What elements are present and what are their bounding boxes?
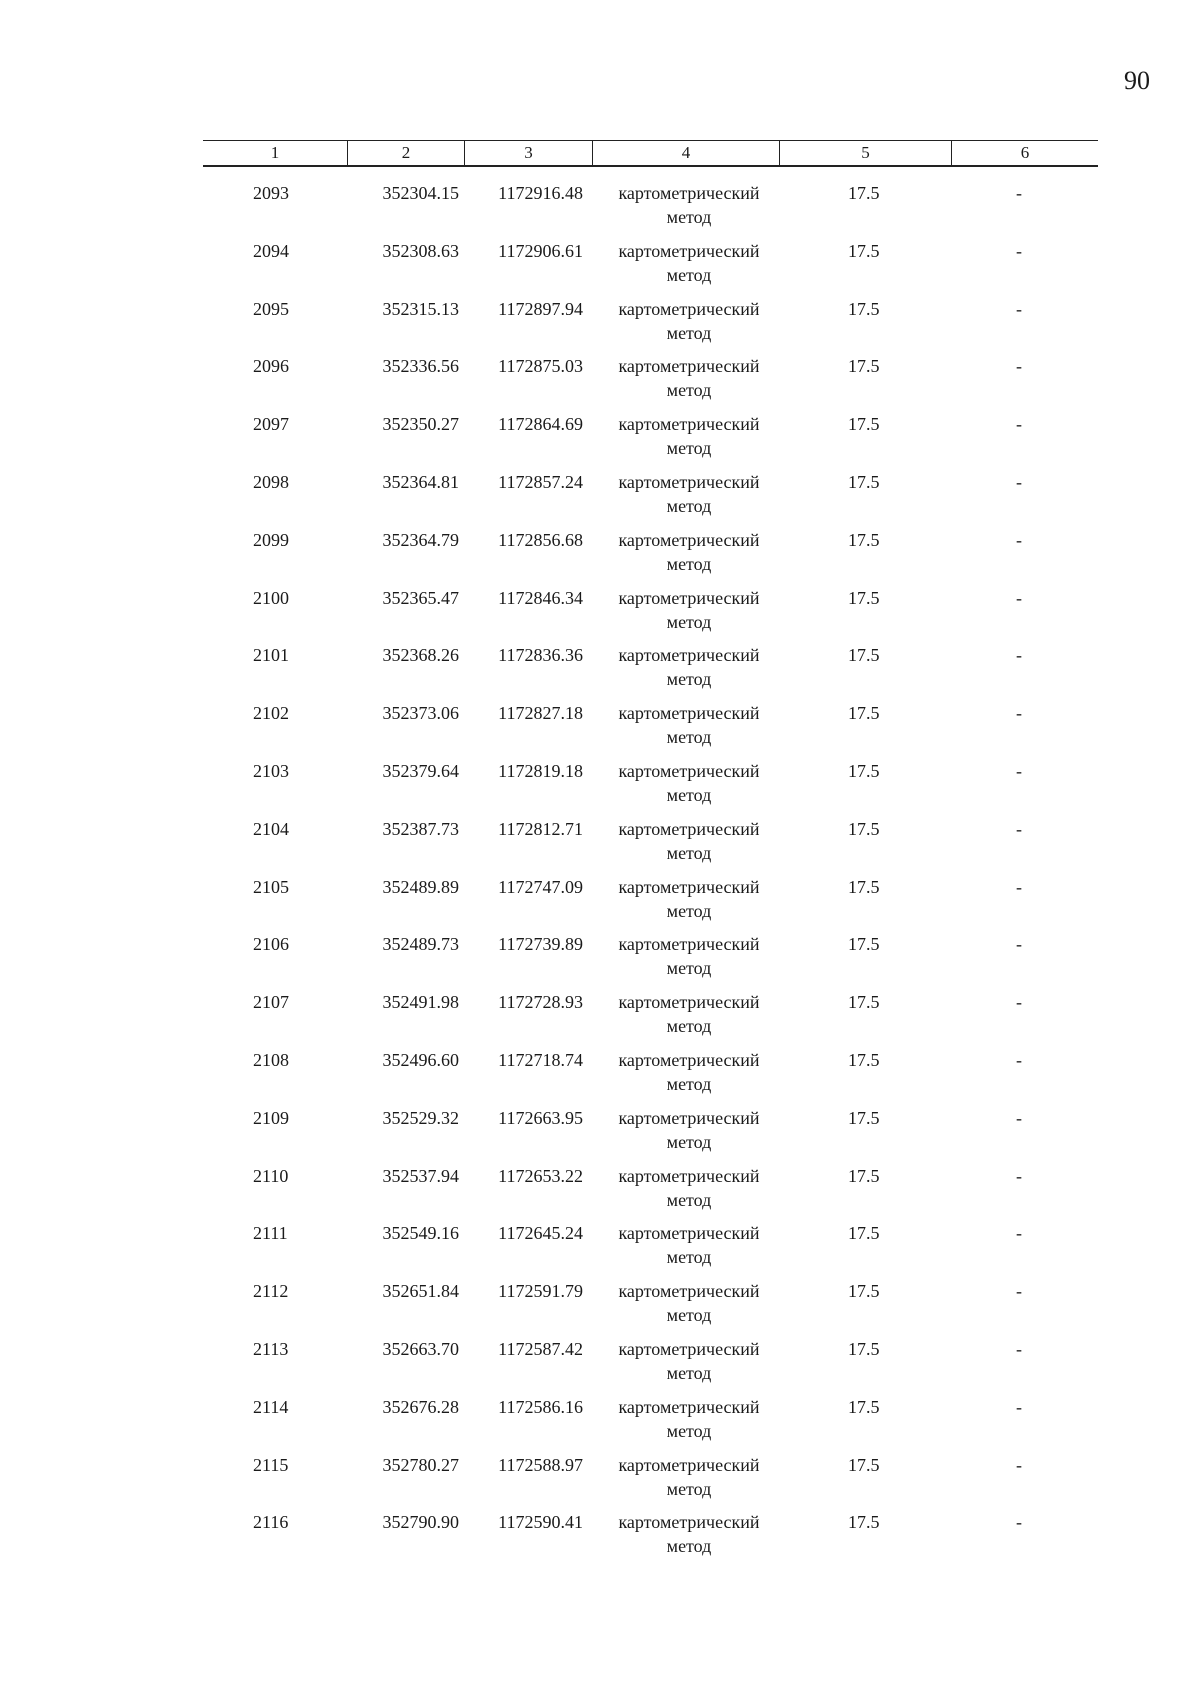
coordinate-y: 1172819.18 — [498, 760, 583, 781]
coordinate-y: 1172590.41 — [498, 1512, 583, 1533]
coordinate-y: 1172864.69 — [498, 414, 583, 435]
coordinate-y: 1172586.16 — [498, 1396, 583, 1417]
precision: 17.5 — [848, 471, 880, 492]
coordinate-x: 352379.64 — [382, 760, 459, 781]
description: - — [1016, 1165, 1022, 1186]
table-row — [203, 1337, 1098, 1395]
point-number: 2114 — [253, 1396, 289, 1417]
coordinate-y: 1172856.68 — [498, 529, 583, 550]
table-row — [203, 701, 1098, 759]
description: - — [1016, 818, 1022, 839]
precision: 17.5 — [848, 183, 880, 203]
method — [593, 817, 780, 875]
coordinate-y: 1172906.61 — [498, 240, 583, 261]
point-number: 2102 — [253, 703, 289, 724]
method-line-1: картометрический — [618, 529, 760, 550]
point-number: 2100 — [253, 587, 289, 608]
coordinate-y: 1172653.22 — [498, 1165, 583, 1186]
point-number: 2099 — [253, 529, 289, 550]
coordinate-x: 352491.98 — [382, 992, 459, 1013]
coordinate-x: 352780.27 — [382, 1454, 459, 1475]
method-line-1: картометрический — [618, 1338, 760, 1359]
description: - — [1016, 414, 1022, 435]
coordinate-y: 1172663.95 — [498, 1107, 583, 1128]
method-line-2: метод — [666, 1305, 712, 1326]
method-line-1: картометрический — [618, 1281, 760, 1302]
description: - — [1016, 1396, 1022, 1417]
coordinate-y: 1172897.94 — [498, 298, 583, 319]
point-number: 2107 — [253, 992, 289, 1013]
method-line-1: картометрический — [618, 876, 760, 897]
point-number: 2105 — [253, 876, 289, 897]
precision: 17.5 — [848, 1107, 880, 1128]
description: - — [1016, 298, 1022, 319]
method-line-2: метод — [666, 1478, 712, 1499]
table-row — [203, 817, 1098, 875]
point-number: 2101 — [253, 645, 289, 666]
coordinate-y: 1172718.74 — [498, 1049, 583, 1070]
table-row — [203, 470, 1098, 528]
method — [593, 470, 780, 528]
point-number: 2109 — [253, 1107, 289, 1128]
coordinate-x: 352368.26 — [382, 645, 459, 666]
coordinate-y: 1172827.18 — [498, 703, 583, 724]
method — [593, 875, 780, 933]
point-number: 2111 — [253, 1223, 288, 1244]
coordinate-x: 352364.81 — [382, 471, 459, 492]
method-line-1: картометрический — [618, 1454, 760, 1475]
method-line-1: картометрический — [618, 645, 760, 666]
precision: 17.5 — [848, 529, 880, 550]
description: - — [1016, 876, 1022, 897]
table-row — [203, 1221, 1098, 1279]
header-col-4: 4 — [593, 141, 780, 165]
point-number: 2116 — [253, 1512, 289, 1533]
coordinate-y: 1172747.09 — [498, 876, 583, 897]
method-line-2: метод — [666, 1362, 712, 1383]
header-col-6: 6 — [1020, 143, 1030, 162]
table-row — [203, 932, 1098, 990]
precision: 17.5 — [848, 1396, 880, 1417]
header-col-3: 3 — [465, 141, 593, 165]
method-line-2: метод — [666, 438, 712, 459]
method — [593, 643, 780, 701]
method — [593, 1510, 780, 1568]
description: - — [1016, 587, 1022, 608]
precision: 17.5 — [848, 1512, 880, 1533]
coordinate-x: 352364.79 — [382, 529, 459, 550]
header-col-1: 1 — [203, 141, 348, 165]
table-row — [203, 239, 1098, 297]
method-line-1: картометрический — [618, 414, 760, 435]
table-row — [203, 297, 1098, 355]
table-row — [203, 1510, 1098, 1568]
table-row — [203, 528, 1098, 586]
method-line-2: метод — [666, 1189, 712, 1210]
method — [593, 181, 780, 239]
method-line-2: метод — [666, 958, 712, 979]
table-row — [203, 875, 1098, 933]
coordinate-x: 352676.28 — [382, 1396, 459, 1417]
coordinate-x: 352387.73 — [382, 818, 459, 839]
description: - — [1016, 645, 1022, 666]
precision: 17.5 — [848, 1049, 880, 1070]
point-number: 2098 — [253, 471, 289, 492]
method-line-2: метод — [666, 495, 712, 516]
point-number: 2093 — [253, 183, 289, 203]
method — [593, 1453, 780, 1511]
method-line-1: картометрический — [618, 298, 760, 319]
coordinate-x: 352489.89 — [382, 876, 459, 897]
description: - — [1016, 240, 1022, 261]
method-line-2: метод — [666, 669, 712, 690]
table-row — [203, 990, 1098, 1048]
coordinate-x: 352336.56 — [382, 356, 459, 377]
header-col-2: 2 — [348, 141, 465, 165]
method-line-2: метод — [666, 1016, 712, 1037]
method-line-1: картометрический — [618, 760, 760, 781]
method — [593, 1337, 780, 1395]
method-line-2: метод — [666, 322, 712, 343]
method-line-1: картометрический — [618, 1223, 760, 1244]
method-line-1: картометрический — [618, 1165, 760, 1186]
coordinate-x: 352315.13 — [382, 298, 459, 319]
precision: 17.5 — [848, 1454, 880, 1475]
precision: 17.5 — [848, 876, 880, 897]
method-line-1: картометрический — [618, 183, 760, 203]
table-row — [203, 1453, 1098, 1511]
point-number: 2094 — [253, 240, 289, 261]
precision: 17.5 — [848, 992, 880, 1013]
point-number: 2104 — [253, 818, 289, 839]
method-line-2: метод — [666, 727, 712, 748]
description: - — [1016, 183, 1022, 203]
method — [593, 1048, 780, 1106]
coordinate-y: 1172587.42 — [498, 1338, 583, 1359]
point-number: 2106 — [253, 934, 289, 955]
description: - — [1016, 1107, 1022, 1128]
method-line-1: картометрический — [618, 1396, 760, 1417]
method-line-2: метод — [666, 1536, 712, 1557]
precision: 17.5 — [848, 1223, 880, 1244]
method-line-1: картометрический — [618, 703, 760, 724]
precision: 17.5 — [848, 240, 880, 261]
coordinate-y: 1172857.24 — [498, 471, 583, 492]
description: - — [1016, 1049, 1022, 1070]
point-number: 2096 — [253, 356, 289, 377]
table-body — [203, 181, 1098, 1568]
table-row — [203, 412, 1098, 470]
coordinate-y: 1172739.89 — [498, 934, 583, 955]
method-line-2: метод — [666, 900, 712, 921]
description: - — [1016, 356, 1022, 377]
table-row — [203, 1279, 1098, 1337]
point-number: 2097 — [253, 414, 289, 435]
coordinate-y: 1172591.79 — [498, 1281, 583, 1302]
precision: 17.5 — [848, 298, 880, 319]
precision: 17.5 — [848, 934, 880, 955]
method — [593, 1106, 780, 1164]
method-line-1: картометрический — [618, 1049, 760, 1070]
method — [593, 1221, 780, 1279]
point-number: 2112 — [253, 1281, 289, 1302]
description: - — [1016, 471, 1022, 492]
coordinate-x: 352790.90 — [382, 1512, 459, 1533]
precision: 17.5 — [848, 1338, 880, 1359]
precision: 17.5 — [848, 645, 880, 666]
coordinate-y: 1172875.03 — [498, 356, 583, 377]
table-row — [203, 1048, 1098, 1106]
coordinate-y: 1172645.24 — [498, 1223, 583, 1244]
table-row — [203, 354, 1098, 412]
method-line-2: метод — [666, 1073, 712, 1094]
coordinate-x: 352651.84 — [382, 1281, 459, 1302]
coordinate-x: 352373.06 — [382, 703, 459, 724]
method-line-2: метод — [666, 1420, 712, 1441]
precision: 17.5 — [848, 818, 880, 839]
coordinate-x: 352365.47 — [382, 587, 459, 608]
description: - — [1016, 529, 1022, 550]
method-line-2: метод — [666, 842, 712, 863]
precision: 17.5 — [848, 1165, 880, 1186]
description: - — [1016, 760, 1022, 781]
description: - — [1016, 1223, 1022, 1244]
table-row — [203, 1164, 1098, 1222]
precision: 17.5 — [848, 703, 880, 724]
table-row — [203, 643, 1098, 701]
precision: 17.5 — [848, 356, 880, 377]
table-header — [203, 140, 1098, 167]
table-row — [203, 1395, 1098, 1453]
description: - — [1016, 1281, 1022, 1302]
precision: 17.5 — [848, 587, 880, 608]
table-row — [203, 1106, 1098, 1164]
method — [593, 297, 780, 355]
method-line-2: метод — [666, 1131, 712, 1152]
precision: 17.5 — [848, 1281, 880, 1302]
coordinate-y: 1172846.34 — [498, 587, 583, 608]
coordinate-y: 1172728.93 — [498, 992, 583, 1013]
method — [593, 1395, 780, 1453]
method — [593, 412, 780, 470]
method-line-1: картометрический — [618, 587, 760, 608]
method — [593, 990, 780, 1048]
method-line-2: метод — [666, 784, 712, 805]
method — [593, 354, 780, 412]
method-line-1: картометрический — [618, 1107, 760, 1128]
method-line-2: метод — [666, 611, 712, 632]
point-number: 2113 — [253, 1338, 289, 1359]
method-line-2: метод — [666, 1247, 712, 1268]
method — [593, 1164, 780, 1222]
coordinate-x: 352308.63 — [382, 240, 459, 261]
description: - — [1016, 1454, 1022, 1475]
description: - — [1016, 934, 1022, 955]
precision: 17.5 — [848, 414, 880, 435]
method-line-2: метод — [666, 264, 712, 285]
coordinate-x: 352549.16 — [382, 1223, 459, 1244]
method — [593, 586, 780, 644]
method-line-1: картометрический — [618, 356, 760, 377]
page-number: 90 — [1124, 66, 1150, 95]
coordinate-x: 352496.60 — [382, 1049, 459, 1070]
table-row — [203, 586, 1098, 644]
precision: 17.5 — [848, 760, 880, 781]
method — [593, 239, 780, 297]
method-line-2: метод — [666, 380, 712, 401]
point-number: 2095 — [253, 298, 289, 319]
method-line-1: картометрический — [618, 934, 760, 955]
method-line-1: картометрический — [618, 471, 760, 492]
point-number: 2110 — [253, 1165, 289, 1186]
coordinate-y: 1172836.36 — [498, 645, 583, 666]
coordinate-x: 352304.15 — [382, 183, 459, 203]
coordinate-x: 352350.27 — [382, 414, 459, 435]
method-line-1: картометрический — [618, 818, 760, 839]
description: - — [1016, 1512, 1022, 1533]
method-line-2: метод — [666, 207, 712, 227]
method — [593, 932, 780, 990]
table-row — [203, 759, 1098, 817]
method-line-1: картометрический — [618, 240, 760, 261]
coordinate-x: 352529.32 — [382, 1107, 459, 1128]
coordinate-y: 1172916.48 — [498, 183, 583, 203]
method — [593, 701, 780, 759]
coordinate-y: 1172812.71 — [498, 818, 583, 839]
point-number: 2108 — [253, 1049, 289, 1070]
description: - — [1016, 703, 1022, 724]
method-line-2: метод — [666, 553, 712, 574]
method — [593, 1279, 780, 1337]
method-line-1: картометрический — [618, 992, 760, 1013]
method-line-1: картометрический — [618, 1512, 760, 1533]
point-number: 2115 — [253, 1454, 289, 1475]
table-row — [203, 181, 1098, 239]
description: - — [1016, 1338, 1022, 1359]
header-col-5: 5 — [780, 141, 952, 165]
method — [593, 759, 780, 817]
coordinate-y: 1172588.97 — [498, 1454, 583, 1475]
point-number: 2103 — [253, 760, 289, 781]
coordinate-x: 352537.94 — [382, 1165, 459, 1186]
coordinate-x: 352663.70 — [382, 1338, 459, 1359]
description: - — [1016, 992, 1022, 1013]
method — [593, 528, 780, 586]
coordinate-x: 352489.73 — [382, 934, 459, 955]
